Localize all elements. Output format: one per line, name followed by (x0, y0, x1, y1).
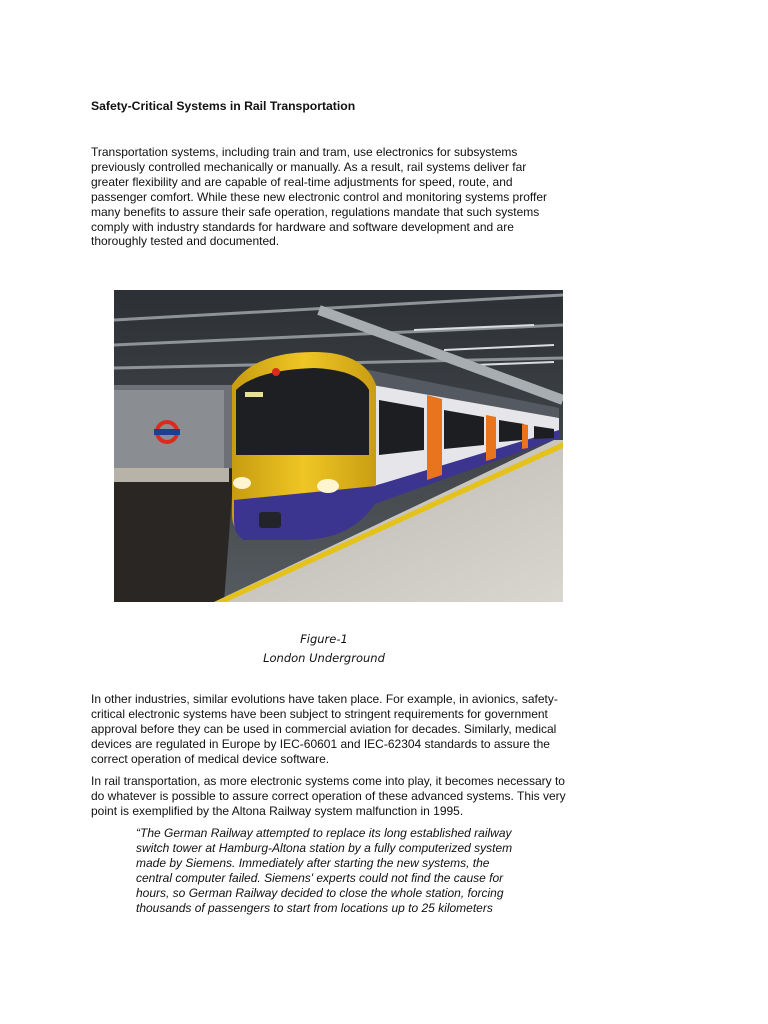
figure-caption: London Underground (263, 651, 385, 665)
text-line: critical electronic systems have been subject to stringent requirements for government (91, 706, 548, 721)
quote-line: hours, so German Railway decided to close the whole station, forcing (136, 886, 504, 901)
text-line: do whatever is possible to assure correct operation of these advanced systems. This very (91, 788, 566, 803)
text-line: devices are regulated in Europe by IEC-60601 and IEC-62304 standards to assure the (91, 736, 550, 751)
text-line: correct operation of medical device software. (91, 751, 330, 766)
quote-line: central computer failed. Siemens' experts could not find the cause for (136, 871, 504, 886)
document-title: Safety-Critical Systems in Rail Transportation (91, 99, 356, 113)
text-line: In other industries, similar evolutions have taken place. For example, in avionics, safety- (91, 692, 558, 706)
text-line: thoroughly tested and documented. (91, 234, 280, 249)
paragraph-other-industries (91, 692, 591, 767)
quote-line: “The German Railway attempted to replace its long established railway (136, 826, 512, 840)
paragraph-rail-transportation (91, 774, 591, 819)
text-line: approval before they can be used in commercial aviation for decades. Similarly, medical (91, 721, 557, 736)
text-line: In rail transportation, as more electronic systems come into play, it becomes necessary to (91, 774, 565, 788)
block-quote (136, 826, 512, 917)
text-line: previously controlled mechanically or manually. As a result, rail systems deliver far (91, 159, 527, 174)
quote-line: thousands of passengers to start from locations up to 25 kilometers (136, 901, 493, 916)
text-line: many benefits to assure their safe operation, regulations mandate that such systems (91, 204, 540, 219)
quote-line: made by Siemens. Immediately after starting the new systems, the (136, 856, 490, 871)
train-photo (114, 290, 563, 602)
text-line: comply with industry standards for hardware and software development and are (91, 219, 514, 234)
text-line: point is exemplified by the Altona Railway system malfunction in 1995. (91, 803, 464, 818)
quote-line: switch tower at Hamburg-Altona station by a fully computerized system (136, 841, 513, 856)
text-line: Transportation systems, including train and tram, use electronics for subsystems (91, 145, 518, 159)
text-line: passenger comfort. While these new electronic control and monitoring systems proffer (91, 189, 547, 204)
figure-label: Figure-1 (300, 632, 348, 646)
intro-paragraph (91, 145, 591, 249)
text-line: greater flexibility and are capable of real-time adjustments for speed, route, and (91, 174, 513, 189)
